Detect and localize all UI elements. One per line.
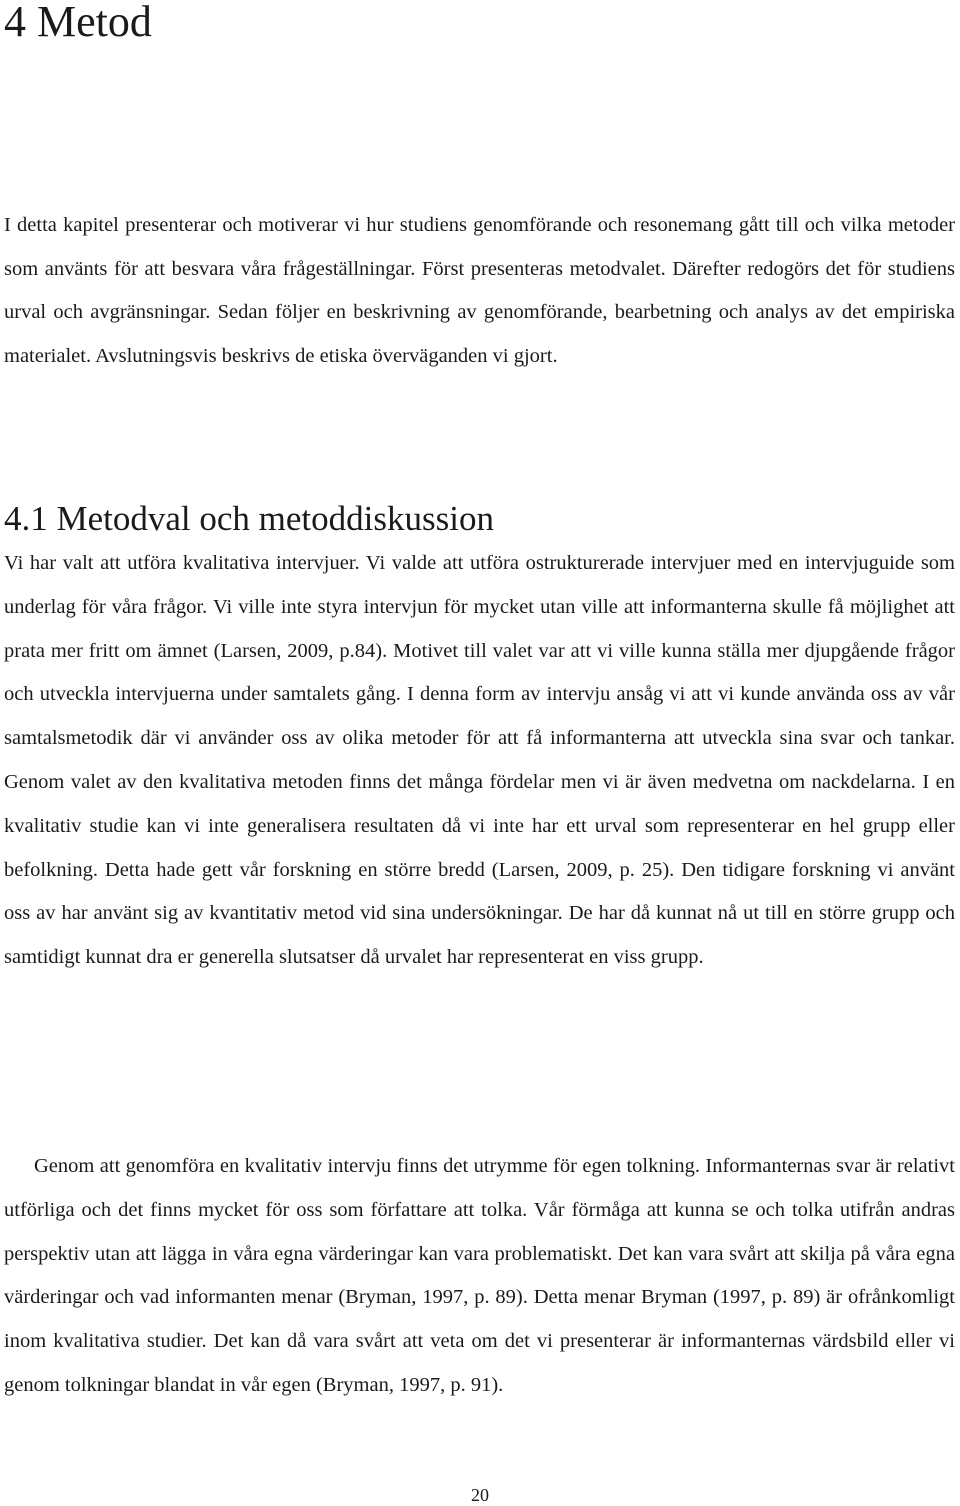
intro-paragraph: I detta kapitel presenterar och motiverar vi hur studiens genomförande och resonemang gått till och vilka metoder som använts för att besvara våra frågeställningar. Först presenteras metodvalet. Därefter redogörs det för studiens urval och avgränsningar. Sedan följer en beskrivning av genomförande, bearbetning och analys av det empiriska materialet. Avslutningsvis beskrivs de etiska överväganden vi gjort.: [4, 214, 955, 367]
chapter-title: 4 Metod: [4, 0, 152, 46]
section-paragraph-1: Vi har valt att utföra kvalitativa intervjuer. Vi valde att utföra ostrukturerade intervjuer med en intervjuguide som underlag för våra frågor. Vi ville inte styra intervjun för mycket utan ville att informanterna skulle få möjlighet att prata mer fritt om ämnet (Larsen, 2009, p.84). Motivet till valet var att vi ville kunna ställa mer djupgående frågor och utveckla intervjuerna under samtalets gång. I denna form av intervju ansåg vi att vi kunde använda oss av vår samtalsmetodik där vi använder oss av olika metoder för att få informanterna att utveckla sina svar och tankar. Genom valet av den kvalitativa metoden finns det många fördelar men vi är även medvetna om nackdelarna. I en kvalitativ studie kan vi inte generalisera resultaten då vi inte har ett urval som representerar en hel grupp eller befolkning. Detta hade gett vår forskning en större bredd (Larsen, 2009, p. 25). Den tidigare forskning vi använt oss av har använt sig av kvantitativ metod vid sina undersökningar. De har då kunnat nå ut till en större grupp och samtidigt kunnat dra er generella slutsatser då urvalet har representerat en viss grupp.: [4, 552, 955, 969]
section-title: 4.1 Metodval och metoddiskussion: [4, 499, 494, 538]
section-paragraph-2: Genom att genomföra en kvalitativ intervju finns det utrymme för egen tolkning. Informanternas svar är relativt utförliga och det finns mycket för oss som författare att tolka. Vår förmåga att kunna se och tolka utifrån andras perspektiv utan att lägga in våra egna värderingar kan vara problematiskt. Det kan vara svårt att skilja på våra egna värderingar och vad informanten menar (Bryman, 1997, p. 89). Detta menar Bryman (1997, p. 89) är ofrånkomligt inom kvalitativa studier. Det kan då vara svårt att veta om det vi presenterar är informanternas värdsbild eller vi genom tolkningar blandat in vår egen (Bryman, 1997, p. 91).: [4, 1155, 955, 1396]
page-number: 20: [471, 1485, 489, 1505]
